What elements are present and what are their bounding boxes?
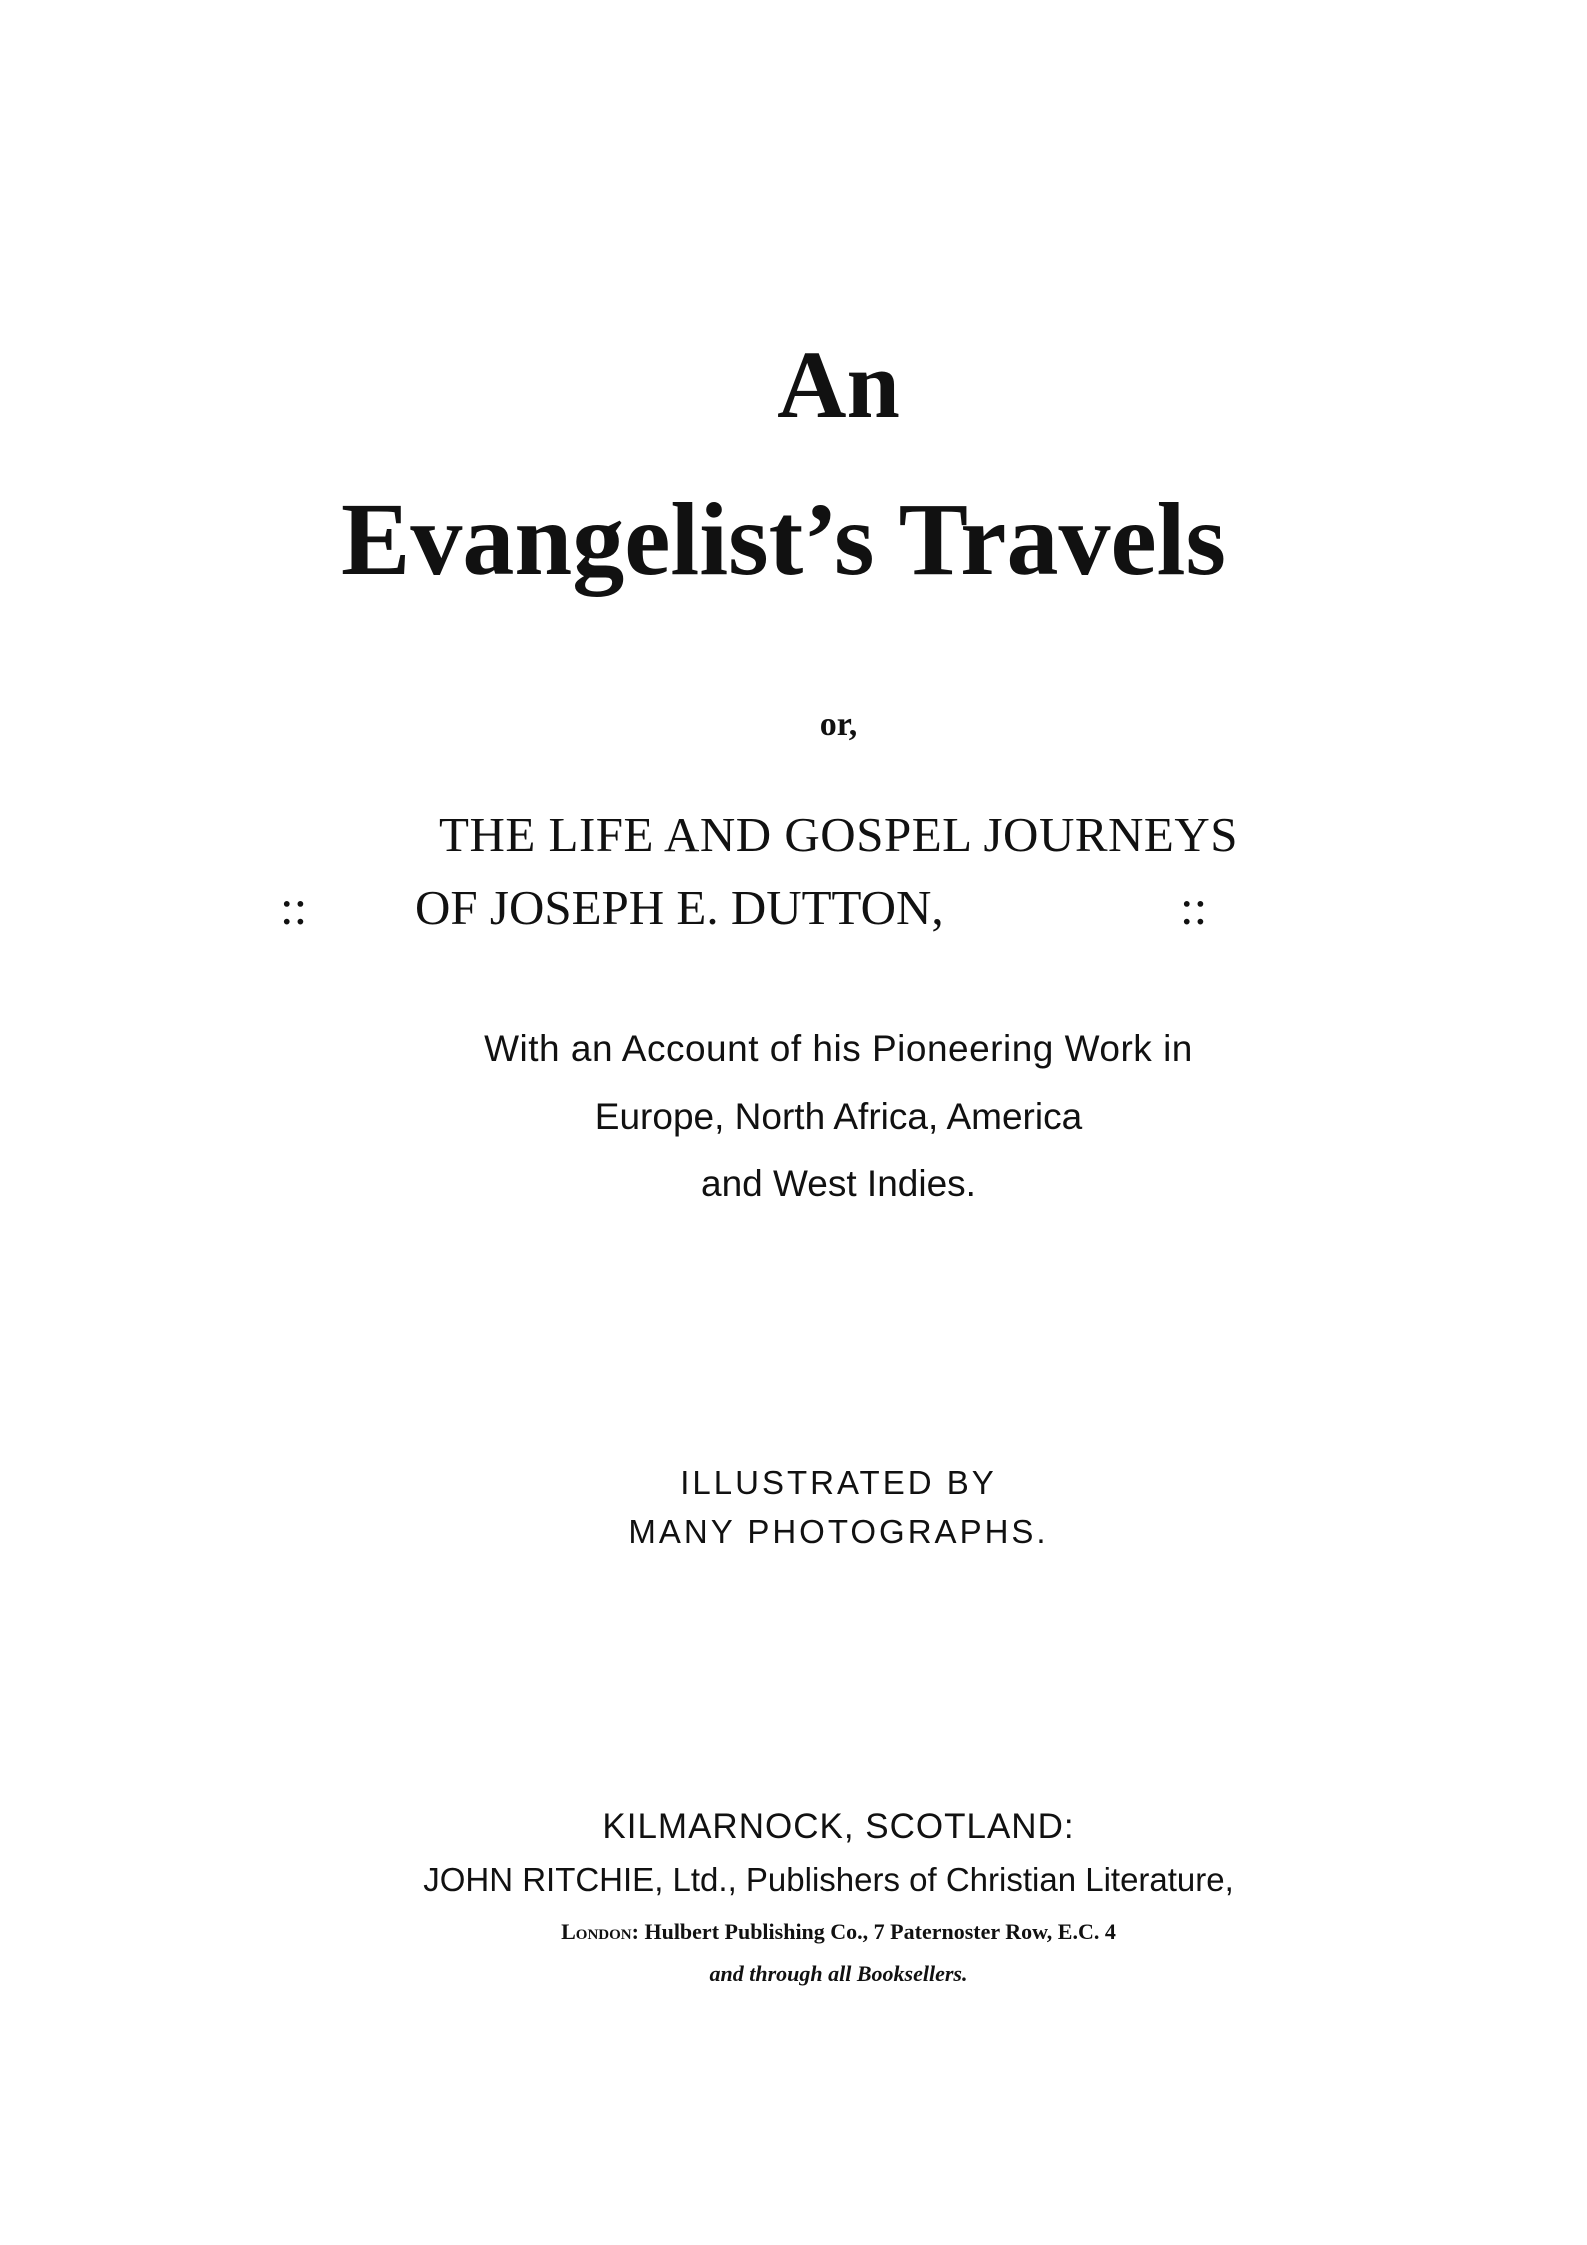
title-line-an: An [777,331,900,438]
account-line-1: With an Account of his Pioneering Work in [484,1028,1193,1069]
london-address: : Hulbert Publishing Co., 7 Paternoster Row, E.C. 4 [631,1919,1116,1944]
decorative-mark-left: :: [280,880,308,935]
account-line-3: and West Indies. [701,1163,976,1204]
booksellers-line: and through all Booksellers. [709,1961,968,1986]
publisher-place: KILMARNOCK, SCOTLAND: [602,1807,1075,1846]
photographs-line: MANY PHOTOGRAPHS. [628,1513,1049,1550]
subtitle-of-text: OF JOSEPH E. DUTTON, [415,880,944,935]
london-label: London [561,1919,632,1944]
account-line-2: Europe, North Africa, America [594,1096,1083,1137]
publisher-name: JOHN RITCHIE, Ltd., Publishers of Christian Literature, [423,1861,1234,1898]
subtitle-or: or, [819,706,858,743]
illustrated-by-line: ILLUSTRATED BY [680,1464,997,1501]
decorative-mark-right: :: [1180,880,1208,935]
title-line-main: Evangelist’s Travels [341,482,1226,597]
subtitle-life-line: THE LIFE AND GOSPEL JOURNEYS [439,807,1238,862]
publisher-london-line [45,1918,1587,1946]
